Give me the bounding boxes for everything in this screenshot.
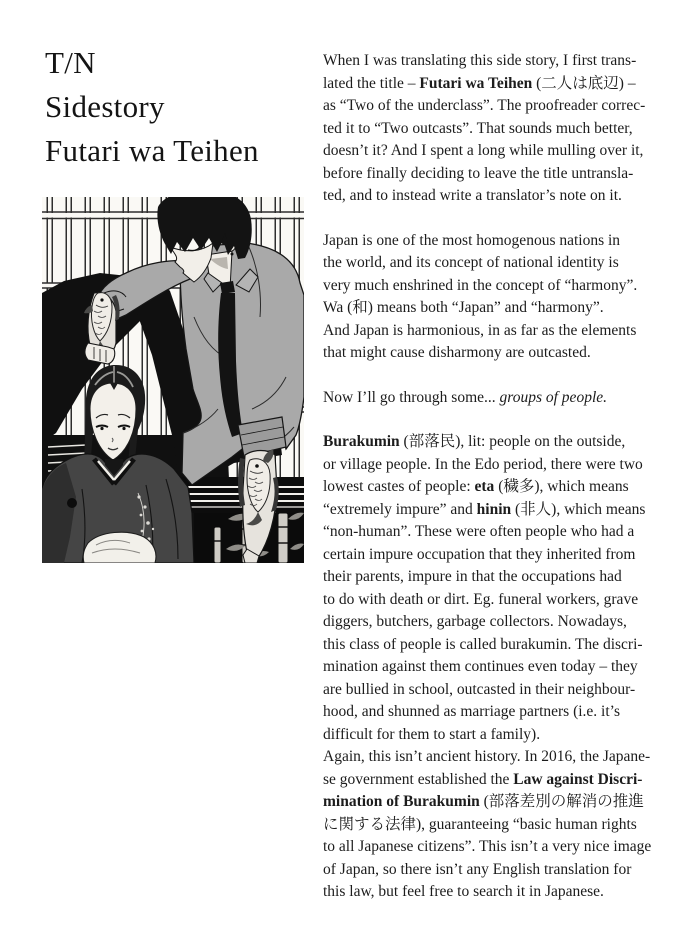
text-segment: very much enshrined in the concept of “harmony”.	[323, 276, 638, 294]
text-segment: (非人), which means	[511, 500, 646, 518]
text-segment: the world, and its concept of national identity is	[323, 254, 619, 271]
text-line	[323, 611, 695, 634]
text-line	[323, 566, 695, 589]
bold-text: Law against Discri-	[513, 770, 643, 788]
text-line	[323, 521, 695, 544]
text-line	[323, 836, 695, 859]
text-line	[323, 724, 695, 747]
title-line: Sidestory	[45, 89, 165, 124]
text-segment: Wa (和) means both “Japan” and “harmony”.	[323, 299, 604, 316]
text-line	[323, 701, 695, 724]
text-segment: “extremely impure” and	[323, 500, 477, 518]
text-segment: this class of people is called burakumin. The discri-	[323, 635, 643, 653]
text-line	[323, 746, 695, 769]
text-line	[323, 791, 695, 814]
text-segment: Again, this isn’t ancient history. In 2016, the Japane-	[323, 748, 651, 765]
text-segment: doesn’t it? And I spent a long while mulling over it,	[323, 142, 644, 159]
paragraph	[323, 387, 695, 410]
translator-note-text	[323, 50, 695, 926]
text-line	[323, 185, 695, 208]
text-line	[323, 230, 695, 253]
paragraph	[323, 431, 695, 904]
text-line	[323, 499, 695, 522]
text-segment: (部落民), lit: people on the outside,	[399, 433, 626, 450]
text-segment: Now I’ll go through some...	[323, 388, 500, 406]
text-line	[323, 634, 695, 657]
text-segment: before finally deciding to leave the title untransla-	[323, 164, 634, 182]
text-line	[323, 476, 695, 499]
text-segment: hood, and shunned as marriage partners (i.e. it’s	[323, 703, 620, 720]
text-segment: (穢多), which means	[494, 478, 629, 495]
text-segment: lowest castes of people:	[323, 478, 475, 495]
text-segment: or village people. In the Edo period, there were two	[323, 455, 643, 473]
text-line	[323, 118, 695, 141]
manga-illustration-svg	[42, 197, 304, 563]
text-segment: this law, but feel free to search it in Japanese.	[323, 883, 604, 900]
text-segment: diggers, butchers, garbage collectors. Nowadays,	[323, 613, 627, 630]
text-line	[323, 544, 695, 567]
paragraph	[323, 230, 695, 365]
bold-text: Burakumin	[323, 433, 400, 450]
title-line: Futari wa Teihen	[45, 133, 259, 168]
text-line	[323, 431, 695, 454]
text-segment: mination against them continues even today – they	[323, 658, 638, 675]
earring	[231, 253, 234, 256]
text-segment: are bullied in school, outcasted in their neighbour-	[323, 680, 636, 698]
text-segment: se government established the	[323, 770, 514, 788]
manga-illustration	[42, 197, 304, 563]
text-segment: as “Two of the underclass”. The proofreader correc-	[323, 97, 646, 114]
text-line	[323, 140, 695, 163]
text-segment: When I was translating this side story, I first trans-	[323, 52, 637, 69]
text-segment: difficult for them to start a family).	[323, 725, 541, 743]
text-segment: “non-human”. These were often people who had a	[323, 523, 635, 540]
text-line	[323, 387, 695, 410]
text-line	[323, 454, 695, 477]
text-segment: (二人は底辺) –	[532, 74, 636, 92]
bold-text: mination of Burakumin	[323, 793, 480, 810]
text-line	[323, 73, 695, 96]
text-line	[323, 814, 695, 837]
text-segment: And Japan is harmonious, in as far as the elements	[323, 321, 637, 339]
text-segment: ted, and to instead write a translator’s note on it.	[323, 187, 622, 204]
text-line	[323, 50, 695, 73]
tie-knot	[220, 281, 235, 294]
text-line	[323, 320, 695, 343]
text-line	[323, 859, 695, 882]
text-segment: to all Japanese citizens”. This isn’t a very nice image	[323, 838, 652, 855]
text-line	[323, 589, 695, 612]
kimono-crest	[67, 498, 77, 508]
text-line	[323, 252, 695, 275]
text-segment: lated the title –	[323, 74, 420, 92]
paragraph	[323, 50, 695, 208]
italic-text: groups of people.	[499, 388, 608, 406]
text-line	[323, 679, 695, 702]
text-segment: their parents, impure in that the occupations had	[323, 568, 622, 585]
bold-text: hinin	[476, 500, 512, 518]
title-line: T/N	[45, 45, 96, 80]
text-segment: that might cause disharmony are outcasted.	[323, 344, 591, 361]
text-segment: certain impure occupation that they inherited from	[323, 545, 636, 563]
text-line	[323, 769, 695, 792]
text-line	[323, 656, 695, 679]
page-title	[45, 41, 259, 173]
text-line	[323, 275, 695, 298]
text-line	[323, 342, 695, 365]
text-segment: に関する法律), guaranteeing “basic human rights	[323, 815, 637, 833]
text-line	[323, 95, 695, 118]
text-segment: Japan is one of the most homogenous nations in	[323, 231, 621, 249]
text-segment: (部落差別の解消の推進	[479, 793, 644, 810]
text-segment: of Japan, so there isn’t any English translation for	[323, 860, 632, 878]
text-segment: ted it to “Two outcasts”. That sounds much better,	[323, 119, 633, 137]
text-line	[323, 297, 695, 320]
bold-text: Futari wa Teihen	[419, 74, 533, 92]
bold-text: eta	[474, 478, 495, 495]
text-line	[323, 163, 695, 186]
text-segment: to do with death or dirt. Eg. funeral workers, grave	[323, 590, 639, 608]
text-line	[323, 881, 695, 904]
